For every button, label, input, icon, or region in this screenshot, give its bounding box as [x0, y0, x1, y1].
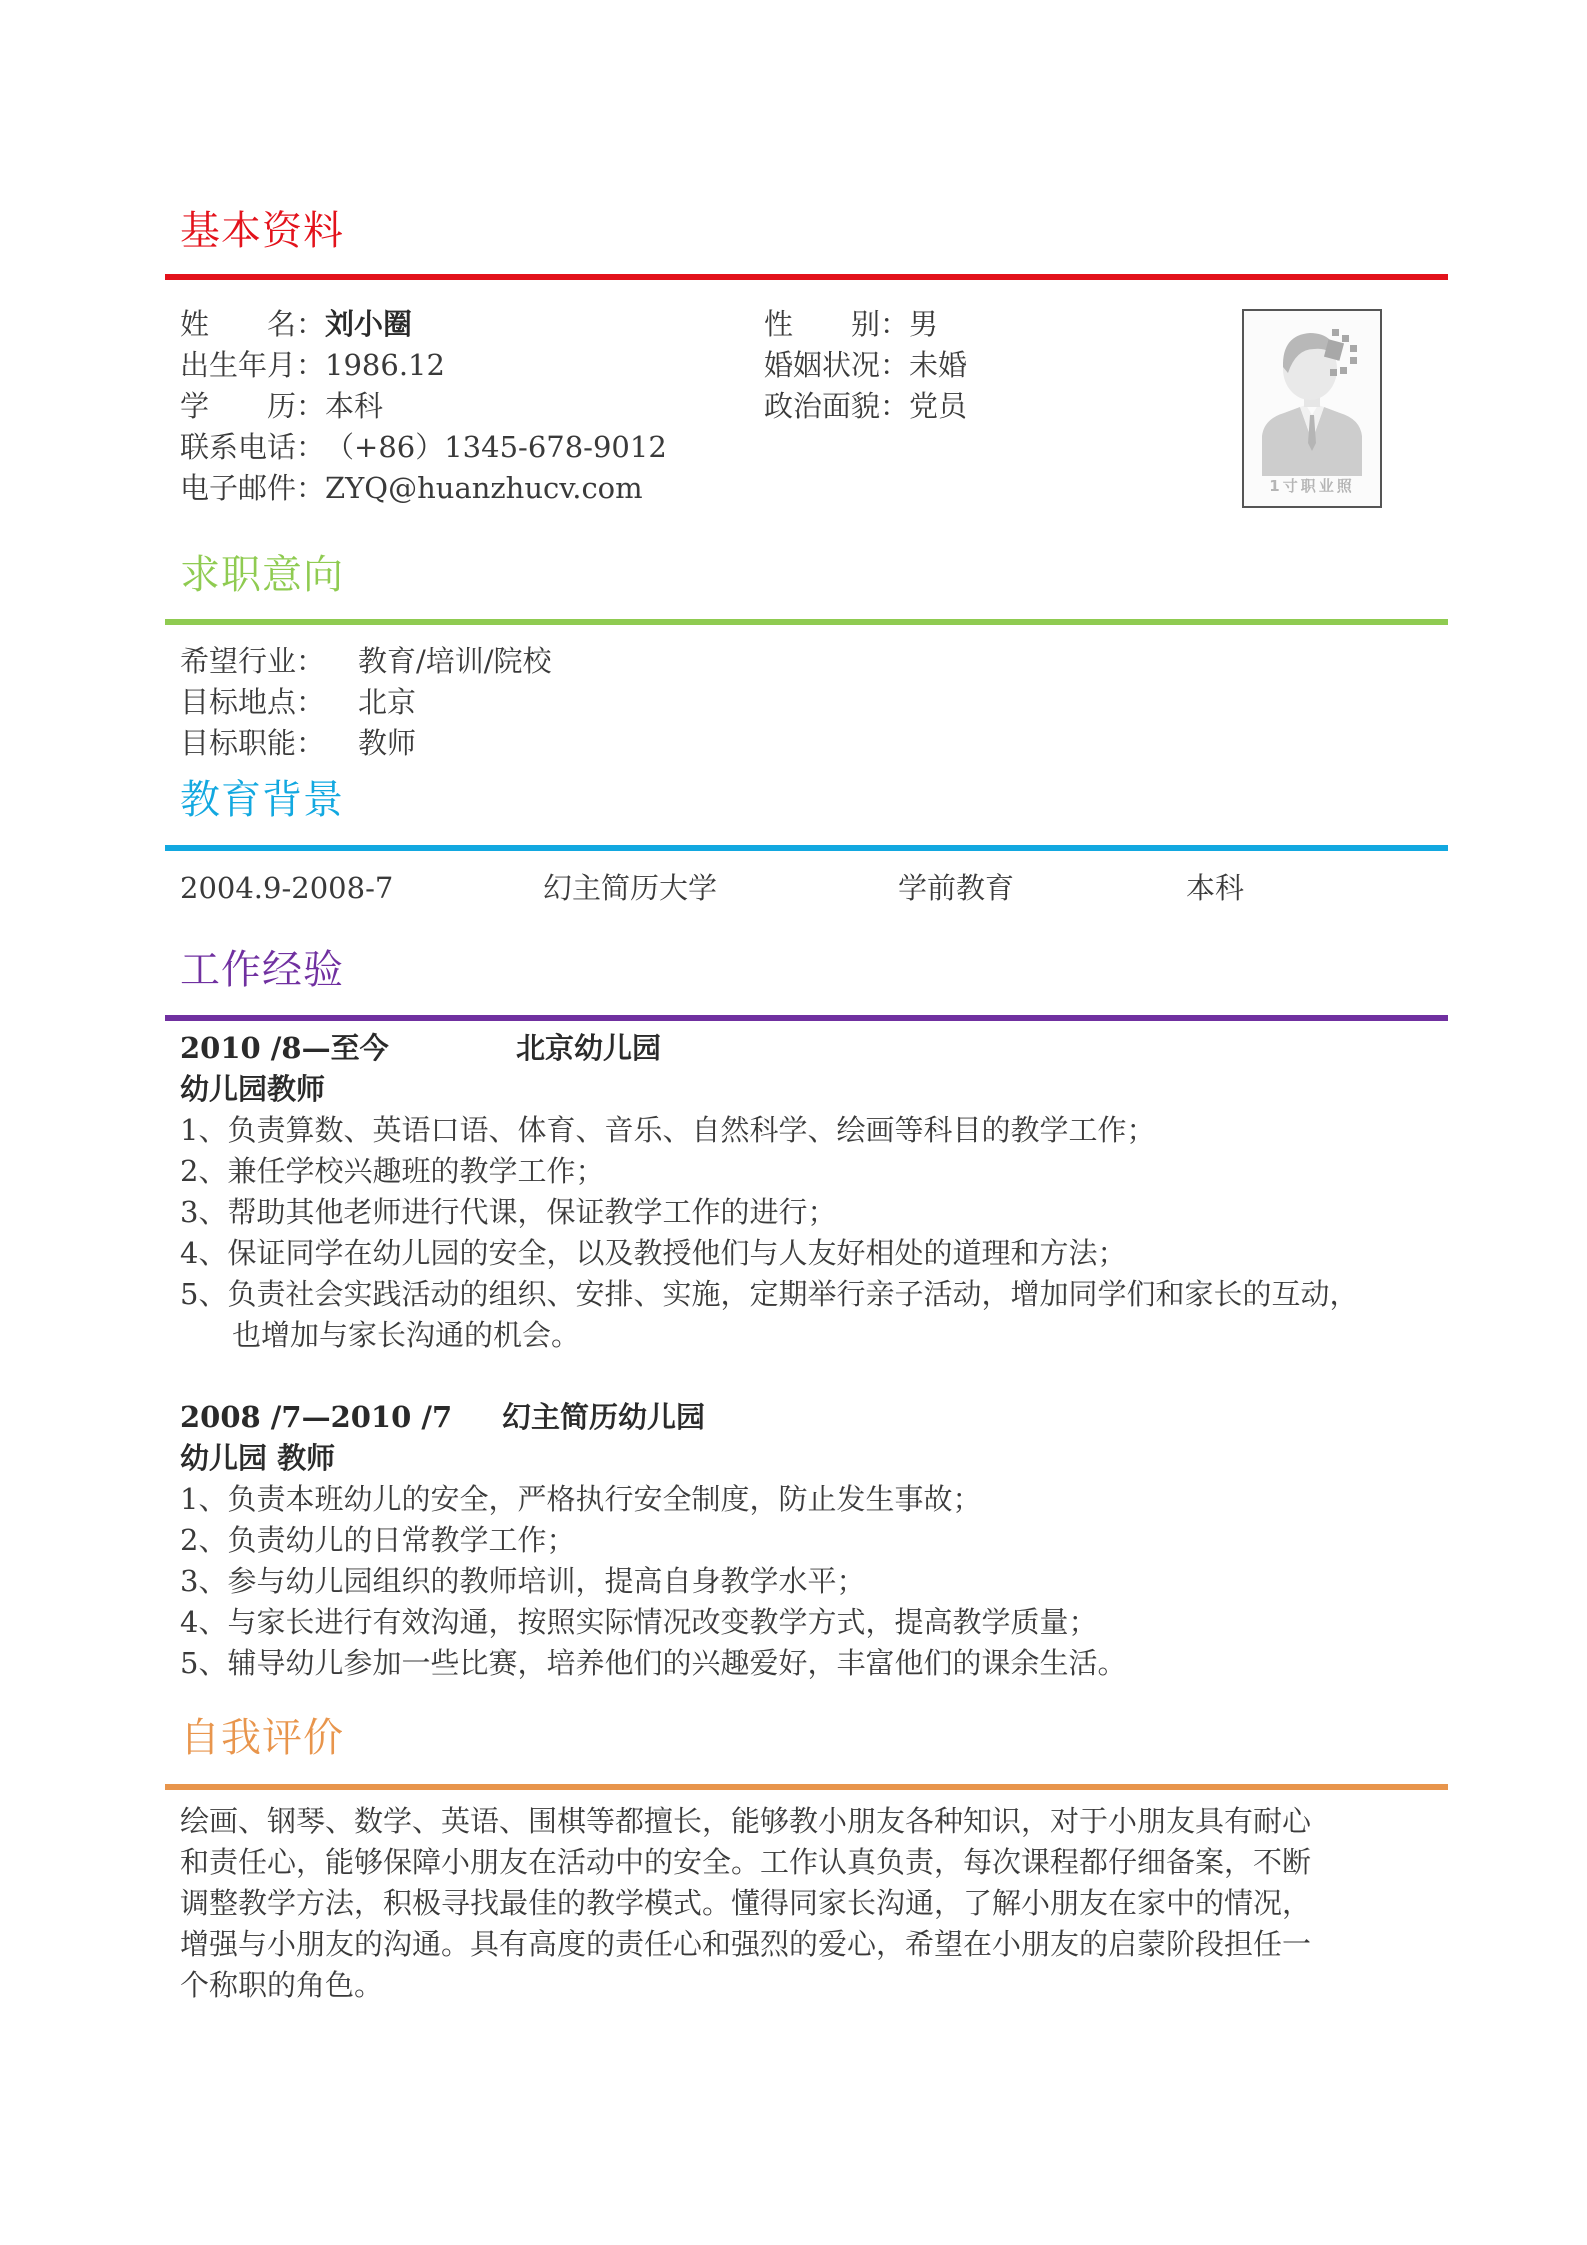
intent-row-industry	[180, 641, 552, 682]
info-label: 学 历：	[180, 389, 326, 423]
job-duty: 1、负责本班幼儿的安全，严格执行安全制度，防止发生事故；	[180, 1482, 982, 1516]
education-degree: 本科	[1186, 871, 1245, 905]
self-eval-line: 绘画、钢琴、数学、英语、围棋等都擅长，能够教小朋友各种知识，对于小朋友具有耐心	[180, 1804, 1312, 1838]
job-duty: 2、兼任学校兴趣班的教学工作；	[180, 1154, 605, 1188]
education-school: 幻主简历大学	[543, 871, 718, 905]
info-row-marital	[764, 345, 967, 386]
info-row-political	[764, 386, 967, 427]
section-title-job-intent: 求职意向	[180, 552, 344, 598]
job-position: 幼儿园 教师	[180, 1441, 336, 1475]
job-duty: 5、辅导幼儿参加一些比赛，培养他们的兴趣爱好，丰富他们的课余生活。	[180, 1646, 1127, 1680]
section-divider-work	[165, 1015, 1448, 1021]
section-title-education: 教育背景	[180, 777, 344, 823]
intent-value-industry: 教育/培训/院校	[358, 644, 552, 678]
job-duty: 4、保证同学在幼儿园的安全，以及教授他们与人友好相处的道理和方法；	[180, 1236, 1127, 1270]
info-label: 联系电话：	[180, 430, 326, 464]
info-label: 婚姻状况：	[764, 348, 910, 382]
section-title-work: 工作经验	[180, 947, 344, 993]
info-row-phone	[180, 427, 667, 468]
section-divider-job-intent	[165, 619, 1448, 625]
info-row-gender	[764, 304, 938, 345]
intent-label: 希望行业：	[180, 644, 326, 678]
section-title-basic-info: 基本资料	[180, 208, 344, 254]
self-eval-line: 增强与小朋友的沟通。具有高度的责任心和强烈的爱心，希望在小朋友的启蒙阶段担任一	[180, 1927, 1312, 1961]
job-duty: 4、与家长进行有效沟通，按照实际情况改变教学方式，提高教学质量；	[180, 1605, 1098, 1639]
info-row-education-level	[180, 386, 383, 427]
intent-row-location	[180, 682, 416, 723]
job-duty: 2、负责幼儿的日常教学工作；	[180, 1523, 576, 1557]
self-eval-line: 和责任心，能够保障小朋友在活动中的安全。工作认真负责，每次课程都仔细备案，不断	[180, 1845, 1312, 1879]
info-value-political: 党员	[909, 389, 968, 423]
job-duty: 1、负责算数、英语口语、体育、音乐、自然科学、绘画等科目的教学工作；	[180, 1113, 1156, 1147]
info-value-marital: 未婚	[909, 348, 968, 382]
profile-photo-placeholder	[1242, 309, 1382, 508]
info-label: 姓 名：	[180, 307, 326, 341]
info-label: 政治面貌：	[764, 389, 910, 423]
job-period: 2010 /8—至今	[180, 1031, 389, 1065]
job-company: 北京幼儿园	[516, 1031, 662, 1065]
intent-label: 目标地点：	[180, 685, 326, 719]
self-eval-line: 调整教学方法，积极寻找最佳的教学模式。懂得同家长沟通，了解小朋友在家中的情况，	[180, 1886, 1312, 1920]
job-company: 幻主简历幼儿园	[502, 1400, 706, 1434]
photo-caption: 1寸职业照	[1269, 477, 1355, 495]
job-duty-continuation: 也增加与家长沟通的机会。	[232, 1318, 581, 1352]
info-row-email	[180, 468, 643, 509]
section-divider-basic-info	[165, 274, 1448, 280]
info-value-education-level: 本科	[325, 389, 384, 423]
intent-value-function: 教师	[358, 726, 417, 760]
intent-row-function	[180, 723, 416, 764]
info-label: 性 别：	[764, 307, 910, 341]
job-period: 2008 /7—2010 /7	[180, 1400, 453, 1434]
section-divider-education	[165, 845, 1448, 851]
self-eval-line: 个称职的角色。	[180, 1968, 384, 2002]
education-period: 2004.9-2008-7	[180, 871, 394, 905]
info-row-name	[180, 304, 412, 345]
section-divider-self-eval	[165, 1784, 1448, 1790]
info-value-email: ZYQ@huanzhucv.com	[325, 471, 643, 505]
info-label: 出生年月：	[180, 348, 326, 382]
intent-label: 目标职能：	[180, 726, 326, 760]
education-major: 学前教育	[898, 871, 1015, 905]
info-value-birth: 1986.12	[325, 348, 445, 382]
intent-value-location: 北京	[358, 685, 417, 719]
info-label: 电子邮件：	[180, 471, 326, 505]
job-duty: 3、帮助其他老师进行代课，保证教学工作的进行；	[180, 1195, 837, 1229]
info-value-name: 刘小圈	[325, 307, 413, 341]
job-duty: 5、负责社会实践活动的组织、安排、实施，定期举行亲子活动，增加同学们和家长的互动，	[180, 1277, 1359, 1311]
job-position: 幼儿园教师	[180, 1072, 326, 1106]
info-value-gender: 男	[909, 307, 939, 341]
job-duty: 3、参与幼儿园组织的教师培训，提高自身教学水平；	[180, 1564, 866, 1598]
info-row-birth	[180, 345, 445, 386]
info-value-phone: （+86）1345-678-9012	[325, 430, 667, 464]
section-title-self-eval: 自我评价	[180, 1715, 344, 1761]
